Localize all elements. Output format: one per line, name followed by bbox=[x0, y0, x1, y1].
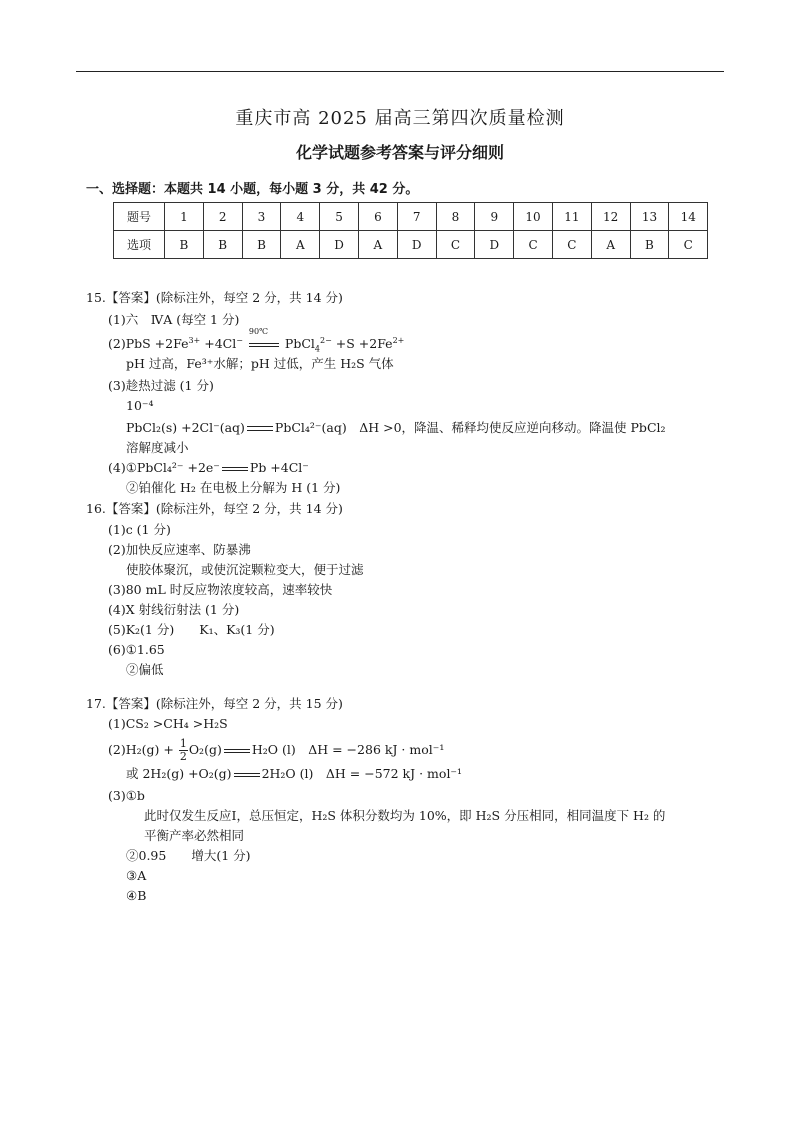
answer-cell: C bbox=[514, 231, 553, 259]
q15-line2: $(2)PbS +2Fe^{3+} +4Cl^-$ 90℃ PbCl$_4^{2-}$ $+S +2Fe^{2+}$ bbox=[108, 336, 404, 352]
question-number-cell: 4 bbox=[281, 203, 320, 231]
q17-l2-b: O₂(g) bbox=[188, 742, 222, 757]
q15-l6-b: PbCl₄²⁻(aq) ΔH >0，降温、稀释均使反应逆向移动。降温使 PbCl₂ bbox=[274, 420, 666, 435]
q16-heading: 16.【答案】(除标注外，每空 2 分，共 14 分) bbox=[86, 501, 343, 516]
page-subtitle: 化学试题参考答案与评分细则 bbox=[295, 143, 504, 162]
q15-line3: pH 过高，Fe³⁺水解；pH 过低，产生 H₂S 气体 bbox=[126, 356, 394, 371]
q16-line5: (4)X 射线衍射法 (1 分) bbox=[108, 602, 240, 617]
q17-line6: 平衡产率必然相同 bbox=[144, 828, 245, 843]
q17-line5: 此时仅发生反应Ⅰ，总压恒定，H₂S 体积分数均为 10%，即 H₂S 分压相同，相同温度下 H₂ 的 bbox=[144, 808, 666, 823]
answer-cell: C bbox=[669, 231, 708, 259]
equilibrium-arrow bbox=[247, 425, 273, 433]
answer-cell: B bbox=[630, 231, 669, 259]
q15-l2-a: (2)PbS +2Fe bbox=[108, 336, 189, 351]
q16-line6: (5)K₂(1 分) K₁、K₃(1 分) bbox=[108, 622, 275, 637]
row-label-answer: 选项 bbox=[114, 231, 165, 259]
q17-line3 bbox=[126, 766, 462, 782]
q17-line8: ③A bbox=[126, 868, 147, 883]
q17-l2-a: (2)H₂(g) + bbox=[108, 742, 174, 757]
fraction-one-half bbox=[179, 738, 188, 763]
q17-l2-c: H₂O (l) ΔH = −286 kJ · mol⁻¹ bbox=[251, 742, 445, 757]
answer-table-number-row bbox=[114, 203, 708, 231]
question-number-cell: 7 bbox=[397, 203, 436, 231]
question-number-cell: 2 bbox=[203, 203, 242, 231]
q15-line9: ②铂催化 H₂ 在电极上分解为 H (1 分) bbox=[126, 480, 341, 495]
question-number-cell: 3 bbox=[242, 203, 281, 231]
q16-line4: (3)80 mL 时反应物浓度较高，速率较快 bbox=[108, 582, 333, 597]
answer-cell: B bbox=[165, 231, 204, 259]
answer-cell: D bbox=[320, 231, 359, 259]
q15-l8-a: (4)①PbCl₄²⁻ +2e⁻ bbox=[108, 460, 220, 475]
question-number-cell: 1 bbox=[165, 203, 204, 231]
answer-cell: A bbox=[591, 231, 630, 259]
q15-l6-a: PbCl₂(s) +2Cl⁻(aq) bbox=[126, 420, 245, 435]
answer-cell: A bbox=[281, 231, 320, 259]
answer-cell: C bbox=[552, 231, 591, 259]
answer-cell: D bbox=[397, 231, 436, 259]
q16-line8: ②偏低 bbox=[126, 662, 164, 677]
q16-line1: (1)c (1 分) bbox=[108, 522, 171, 537]
question-number-cell: 12 bbox=[591, 203, 630, 231]
q17-l3-b: 2H₂O (l) ΔH = −572 kJ · mol⁻¹ bbox=[261, 766, 463, 781]
q17-heading: 17.【答案】(除标注外，每空 2 分，共 15 分) bbox=[86, 696, 343, 711]
q15-line4: (3)趁热过滤 (1 分) bbox=[108, 378, 214, 393]
equals-sign bbox=[222, 467, 248, 471]
page-title: 重庆市高 2025 届高三第四次质量检测 bbox=[235, 108, 565, 129]
q17-l3-a: 或 2H₂(g) +O₂(g) bbox=[126, 766, 232, 781]
section1-heading: 一、选择题：本题共 14 小题，每小题 3 分，共 42 分。 bbox=[86, 182, 419, 197]
q16-line7: (6)①1.65 bbox=[108, 642, 165, 657]
question-number-cell: 6 bbox=[358, 203, 397, 231]
answer-table-answer-row bbox=[114, 231, 708, 259]
q15-line7: 溶解度减小 bbox=[126, 440, 189, 455]
q15-heading: 15.【答案】(除标注外，每空 2 分，共 14 分) bbox=[86, 290, 343, 305]
answer-cell: B bbox=[203, 231, 242, 259]
q15-l2-d: +S +2Fe bbox=[331, 336, 393, 351]
answer-cell: C bbox=[436, 231, 475, 259]
equals-sign bbox=[234, 773, 260, 777]
fraction-denominator: 2 bbox=[179, 750, 187, 763]
top-rule bbox=[76, 71, 724, 72]
q17-line2 bbox=[108, 738, 444, 763]
q15-line8 bbox=[108, 460, 309, 476]
q15-line5: 10⁻⁴ bbox=[126, 398, 154, 413]
question-number-cell: 13 bbox=[630, 203, 669, 231]
question-number-cell: 9 bbox=[475, 203, 514, 231]
q16-line3: 使胶体聚沉，或使沉淀颗粒变大，便于过滤 bbox=[126, 562, 364, 577]
q17-line7: ②0.95 增大(1 分) bbox=[126, 848, 251, 863]
q15-l2-c: PbCl bbox=[284, 336, 315, 351]
row-label-number: 题号 bbox=[114, 203, 165, 231]
q17-line1: (1)CS₂ >CH₄ >H₂S bbox=[108, 716, 228, 731]
q15-line1: (1)六 ⅣA (每空 1 分) bbox=[108, 312, 240, 327]
reaction-arrow bbox=[247, 327, 281, 352]
q17-line9: ④B bbox=[126, 888, 147, 903]
q15-l2-b: +4Cl bbox=[200, 336, 237, 351]
q17-line4: (3)①b bbox=[108, 788, 145, 803]
q15-l8-b: Pb +4Cl⁻ bbox=[249, 460, 309, 475]
equals-sign bbox=[224, 749, 250, 753]
question-number-cell: 5 bbox=[320, 203, 359, 231]
q16-line2: (2)加快反应速率、防暴沸 bbox=[108, 542, 251, 557]
reaction-condition: 90℃ bbox=[248, 327, 269, 336]
fraction-numerator: 1 bbox=[179, 737, 187, 750]
answer-cell: D bbox=[475, 231, 514, 259]
question-number-cell: 10 bbox=[514, 203, 553, 231]
answer-table bbox=[113, 202, 708, 259]
question-number-cell: 11 bbox=[552, 203, 591, 231]
question-number-cell: 14 bbox=[669, 203, 708, 231]
answer-cell: A bbox=[358, 231, 397, 259]
q15-line6 bbox=[126, 420, 666, 436]
question-number-cell: 8 bbox=[436, 203, 475, 231]
answer-cell: B bbox=[242, 231, 281, 259]
